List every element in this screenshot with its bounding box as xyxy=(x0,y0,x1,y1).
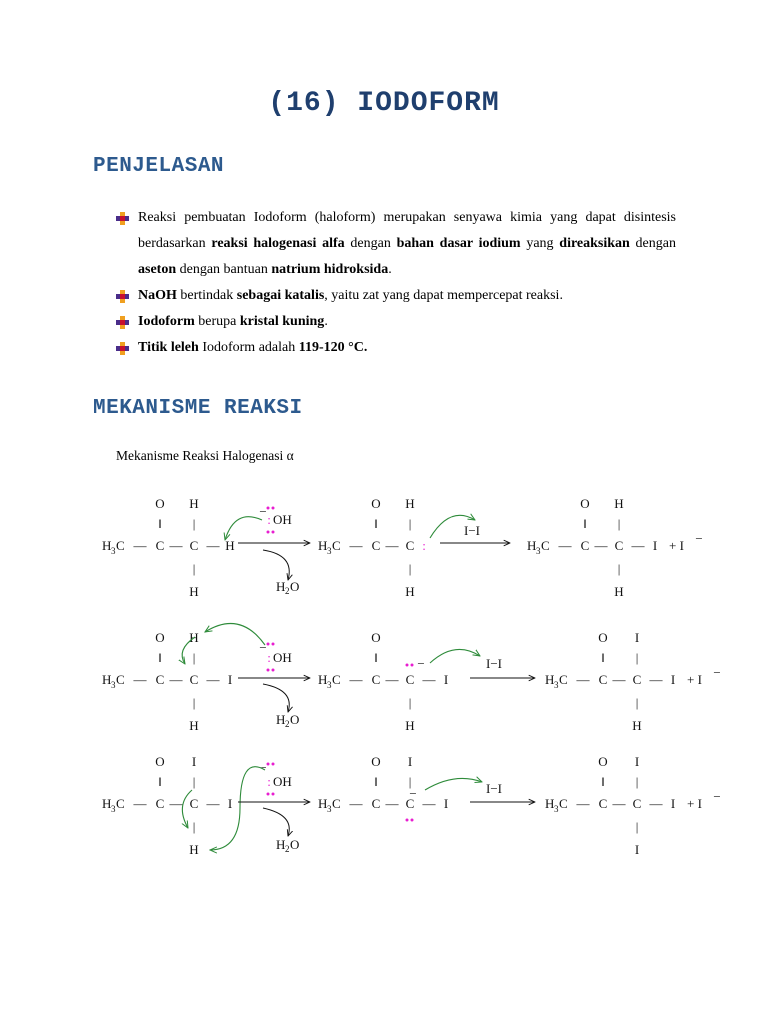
carbonyl-oxygen-label: O xyxy=(371,630,381,645)
text-fragment: berupa xyxy=(194,314,240,329)
carbonyl-carbon-label: C xyxy=(371,796,381,811)
lone-pair-dot xyxy=(272,669,275,672)
substituent-right-label: I xyxy=(443,672,449,687)
subscript-3-label: 3 xyxy=(554,680,559,690)
subscript-2-label: 2 xyxy=(285,719,290,729)
substituent-right-label: H xyxy=(225,538,235,553)
subscript-3-label: 3 xyxy=(111,546,116,556)
carbonyl-oxygen-label: O xyxy=(155,496,165,511)
bond-dash: — xyxy=(631,538,645,553)
charge-label: − xyxy=(409,786,417,801)
bold-text: 119-120 °C. xyxy=(298,340,368,355)
bond-dash: — xyxy=(133,538,147,553)
double-bond-label: ‖ xyxy=(158,774,162,789)
text-fragment: dengan xyxy=(344,236,397,251)
bold-text: Iodoform xyxy=(138,314,195,329)
substituent-bottom-label: H xyxy=(632,718,642,733)
bond-dash: — xyxy=(649,672,663,687)
bold-text: bahan dasar iodium xyxy=(396,236,521,251)
iodine-molecule-label: I−I xyxy=(486,781,502,796)
single-bond-label: | xyxy=(617,561,621,576)
bold-text: NaOH xyxy=(138,288,177,303)
mechanism-caption: Mekanisme Reaksi Halogenasi α xyxy=(116,448,294,463)
substituent-top-label: I xyxy=(634,630,640,645)
lone-pair-dot xyxy=(411,819,414,822)
substituent-bottom-label: H xyxy=(189,718,199,733)
bold-text: reaksi halogenasi alfa xyxy=(211,236,345,251)
bond-dash: — xyxy=(422,672,436,687)
charge-label: − xyxy=(713,665,721,680)
water-h-label: H xyxy=(276,837,286,852)
bond-dash: — xyxy=(349,796,363,811)
carbonyl-oxygen-label: O xyxy=(155,630,165,645)
bond-dash: — xyxy=(349,672,363,687)
bond-dash: — xyxy=(612,672,626,687)
lone-pair-dot xyxy=(272,531,275,534)
carbonyl-oxygen-label: O xyxy=(155,754,165,769)
methyl-c-label: C xyxy=(559,796,568,811)
carbonyl-carbon-label: C xyxy=(598,796,608,811)
section-heading-mekanisme: MEKANISME REAKSI xyxy=(93,397,303,420)
methyl-h-label: H xyxy=(545,796,555,811)
bold-text: Titik leleh xyxy=(138,340,199,355)
substituent-top-label: H xyxy=(614,496,624,511)
bold-text: kristal kuning xyxy=(239,314,325,329)
bond-dash: — xyxy=(169,796,183,811)
bond-dash: — xyxy=(169,538,183,553)
charge-label: − xyxy=(713,789,721,804)
single-bond-label: | xyxy=(192,695,196,710)
substituent-right-label: I xyxy=(227,672,233,687)
text-fragment: bertindak xyxy=(176,288,237,303)
lone-pair-dot xyxy=(272,643,275,646)
text-fragment: Iodoform adalah xyxy=(198,340,299,355)
charge-label: − xyxy=(259,504,267,519)
text-fragment: , yaitu zat yang dapat mempercepat reaksi. xyxy=(324,288,563,303)
charge-label: − xyxy=(259,640,267,655)
charge-label: − xyxy=(259,760,267,775)
alpha-carbon-label: C xyxy=(189,672,199,687)
double-bond-label: ‖ xyxy=(158,650,162,665)
single-bond-label: | xyxy=(192,516,196,531)
bond-dash: — xyxy=(576,796,590,811)
charge-label: − xyxy=(417,656,425,671)
water-o-label: O xyxy=(290,579,300,594)
alpha-carbon-label: C xyxy=(632,796,642,811)
carbonyl-oxygen-label: O xyxy=(580,496,590,511)
single-bond-label: | xyxy=(192,650,196,665)
charge-label: − xyxy=(695,531,703,546)
methyl-c-label: C xyxy=(559,672,568,687)
lone-pair-dot xyxy=(272,507,275,510)
iodide-product-label: + I xyxy=(687,796,702,811)
carbonyl-oxygen-label: O xyxy=(371,496,381,511)
carbonyl-carbon-label: C xyxy=(371,672,381,687)
single-bond-label: | xyxy=(617,516,621,531)
methyl-h-label: H xyxy=(527,538,537,553)
curved-arrow xyxy=(430,649,480,663)
iodide-product-label: + I xyxy=(669,538,684,553)
substituent-top-label: I xyxy=(634,754,640,769)
methyl-h-label: H xyxy=(318,538,328,553)
lone-pair-colon: : xyxy=(267,774,271,789)
water-o-label: O xyxy=(290,712,300,727)
lone-pair-dot xyxy=(267,793,270,796)
lone-pair-dot xyxy=(267,507,270,510)
methyl-h-label: H xyxy=(102,538,112,553)
bond-dash: — xyxy=(206,672,220,687)
bond-dash: — xyxy=(649,796,663,811)
bond-dash: — xyxy=(422,796,436,811)
lone-pair-dot xyxy=(267,531,270,534)
bond-dash: — xyxy=(133,672,147,687)
page-title: (16) IODOFORM xyxy=(268,88,500,119)
substituent-right-label: I xyxy=(670,796,676,811)
bond-dash: — xyxy=(558,538,572,553)
subscript-3-label: 3 xyxy=(554,804,559,814)
bond-dash: — xyxy=(385,796,399,811)
methyl-h-label: H xyxy=(102,672,112,687)
substituent-bottom-label: H xyxy=(189,584,199,599)
substituent-right-label: I xyxy=(443,796,449,811)
subscript-2-label: 2 xyxy=(285,586,290,596)
methyl-c-label: C xyxy=(332,672,341,687)
methyl-c-label: C xyxy=(116,796,125,811)
alpha-carbon-label: C xyxy=(632,672,642,687)
carbonyl-carbon-label: C xyxy=(580,538,590,553)
double-bond-label: ‖ xyxy=(601,650,605,665)
text-fragment: . xyxy=(324,314,328,329)
single-bond-label: | xyxy=(408,516,412,531)
text-fragment: . xyxy=(388,262,392,277)
methyl-h-label: H xyxy=(102,796,112,811)
bond-dash: — xyxy=(594,538,608,553)
methyl-h-label: H xyxy=(318,796,328,811)
lone-pair-dot xyxy=(267,669,270,672)
double-bond-label: ‖ xyxy=(374,650,378,665)
substituent-top-label: I xyxy=(407,754,413,769)
water-h-label: H xyxy=(276,712,286,727)
double-bond-label: ‖ xyxy=(583,516,587,531)
substituent-bottom-label: I xyxy=(634,842,640,857)
hydroxide-label: OH xyxy=(273,774,292,789)
substituent-right-label: I xyxy=(670,672,676,687)
curved-arrow xyxy=(263,808,289,836)
bold-text: aseton xyxy=(138,262,177,277)
alpha-carbon-label: C xyxy=(405,796,415,811)
lone-pair-dot xyxy=(267,763,270,766)
hydroxide-label: OH xyxy=(273,512,292,527)
bond-dash: — xyxy=(385,538,399,553)
single-bond-label: | xyxy=(192,774,196,789)
bold-text: sebagai katalis xyxy=(236,288,325,303)
bond-dash: — xyxy=(133,796,147,811)
lone-pair-colon: : xyxy=(267,512,271,527)
lone-pair-dot xyxy=(272,793,275,796)
methyl-c-label: C xyxy=(541,538,550,553)
alpha-carbon-label: C xyxy=(405,672,415,687)
double-bond-label: ‖ xyxy=(158,516,162,531)
methyl-c-label: C xyxy=(332,538,341,553)
lone-pair-dot xyxy=(406,819,409,822)
bond-dash: — xyxy=(206,796,220,811)
single-bond-label: | xyxy=(192,561,196,576)
methyl-c-label: C xyxy=(116,672,125,687)
curved-arrow xyxy=(425,778,482,790)
subscript-3-label: 3 xyxy=(327,804,332,814)
curved-arrow xyxy=(263,684,289,712)
curved-arrow xyxy=(205,624,265,645)
double-bond-label: ‖ xyxy=(374,516,378,531)
carbonyl-carbon-label: C xyxy=(155,672,165,687)
lone-pair-colon: : xyxy=(267,650,271,665)
subscript-3-label: 3 xyxy=(111,680,116,690)
alpha-carbon-label: C xyxy=(614,538,624,553)
subscript-3-label: 3 xyxy=(536,546,541,556)
substituent-bottom-label: H xyxy=(405,718,415,733)
single-bond-label: | xyxy=(408,561,412,576)
bond-dash: — xyxy=(612,796,626,811)
carbonyl-oxygen-label: O xyxy=(371,754,381,769)
substituent-bottom-label: H xyxy=(614,584,624,599)
single-bond-label: | xyxy=(635,695,639,710)
carbonyl-carbon-label: C xyxy=(155,538,165,553)
bond-dash: — xyxy=(385,672,399,687)
single-bond-label: | xyxy=(635,819,639,834)
single-bond-label: | xyxy=(635,650,639,665)
subscript-3-label: 3 xyxy=(327,546,332,556)
iodide-product-label: + I xyxy=(687,672,702,687)
text-fragment: yang xyxy=(520,236,560,251)
curved-arrow xyxy=(263,550,289,580)
alpha-carbon-label: C xyxy=(189,538,199,553)
water-h-label: H xyxy=(276,579,286,594)
methyl-c-label: C xyxy=(116,538,125,553)
water-o-label: O xyxy=(290,837,300,852)
hydroxide-label: OH xyxy=(273,650,292,665)
carbonyl-carbon-label: C xyxy=(371,538,381,553)
single-bond-label: | xyxy=(192,819,196,834)
alpha-carbon-label: C xyxy=(405,538,415,553)
methyl-c-label: C xyxy=(332,796,341,811)
subscript-2-label: 2 xyxy=(285,844,290,854)
single-bond-label: | xyxy=(408,695,412,710)
methyl-h-label: H xyxy=(318,672,328,687)
substituent-top-label: I xyxy=(191,754,197,769)
subscript-3-label: 3 xyxy=(111,804,116,814)
carbonyl-oxygen-label: O xyxy=(598,630,608,645)
substituent-top-label: H xyxy=(405,496,415,511)
double-bond-label: ‖ xyxy=(374,774,378,789)
text-fragment: dengan bantuan xyxy=(176,262,272,277)
bold-text: natrium hidroksida xyxy=(271,262,389,277)
substituent-top-label: H xyxy=(189,630,199,645)
substituent-bottom-label: H xyxy=(405,584,415,599)
substituent-top-label: H xyxy=(189,496,199,511)
lone-pair-dot xyxy=(406,664,409,667)
substituent-right-label: I xyxy=(227,796,233,811)
text-fragment: Reaksi pembuatan Iodoform (haloform) merupakan senyawa kimia yang dapat disintesis berdasarkan xyxy=(138,210,676,251)
text-fragment: dengan xyxy=(629,236,676,251)
lone-pair-dot xyxy=(411,664,414,667)
bond-dash: — xyxy=(349,538,363,553)
single-bond-label: | xyxy=(408,774,412,789)
carbonyl-carbon-label: C xyxy=(155,796,165,811)
iodine-molecule-label: I−I xyxy=(486,656,502,671)
substituent-bottom-label: H xyxy=(189,842,199,857)
bond-dash: — xyxy=(206,538,220,553)
lone-pair-dot xyxy=(267,643,270,646)
alpha-carbon-label: C xyxy=(189,796,199,811)
lone-pair-colon: : xyxy=(422,538,426,553)
double-bond-label: ‖ xyxy=(601,774,605,789)
carbonyl-carbon-label: C xyxy=(598,672,608,687)
bond-dash: — xyxy=(169,672,183,687)
carbonyl-oxygen-label: O xyxy=(598,754,608,769)
methyl-h-label: H xyxy=(545,672,555,687)
curved-arrow xyxy=(225,517,262,540)
bold-text: direaksikan xyxy=(559,236,630,251)
subscript-3-label: 3 xyxy=(327,680,332,690)
section-heading-penjelasan: PENJELASAN xyxy=(93,155,225,178)
iodine-molecule-label: I−I xyxy=(464,523,480,538)
bond-dash: — xyxy=(576,672,590,687)
single-bond-label: | xyxy=(635,774,639,789)
substituent-right-label: I xyxy=(652,538,658,553)
lone-pair-dot xyxy=(272,763,275,766)
